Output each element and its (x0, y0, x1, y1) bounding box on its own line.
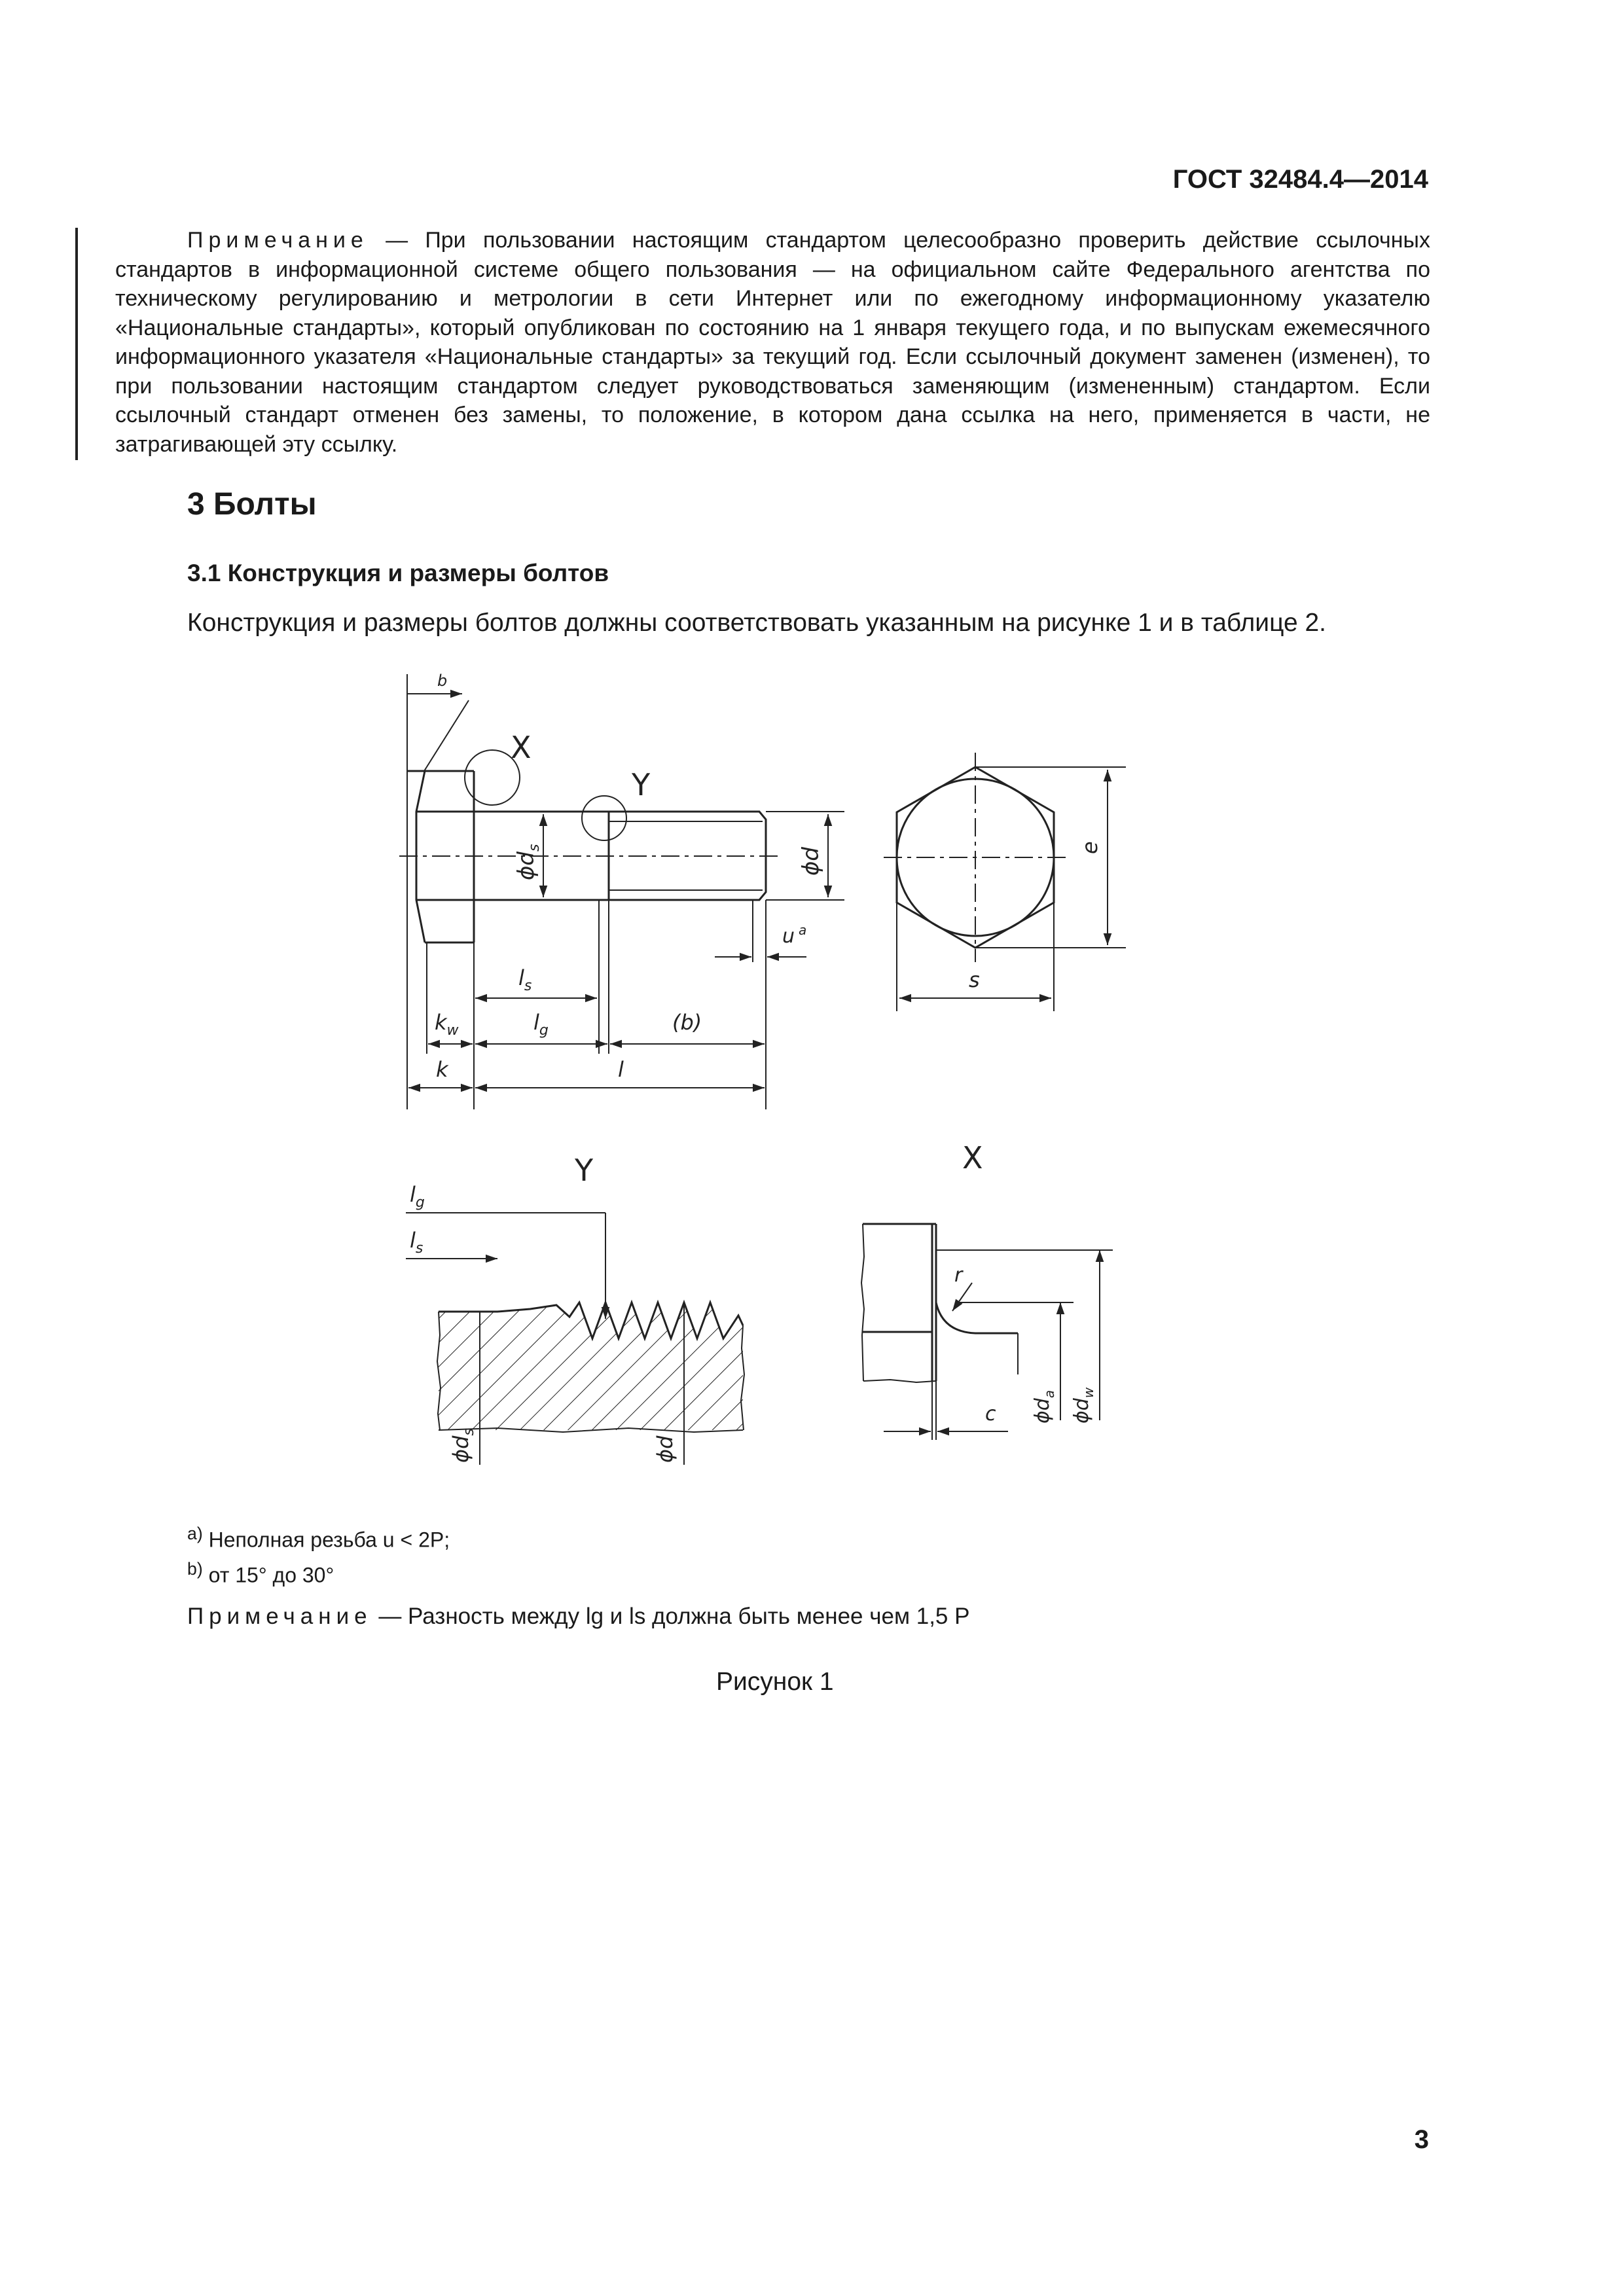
footnote-a-text: Неполная резьба u < 2P; (208, 1528, 450, 1552)
thread-section-hatch (439, 1302, 743, 1430)
ds-label: $\phi d_s$ (513, 844, 543, 880)
page-number: 3 (1414, 2125, 1429, 2154)
b-length-label: (b) (672, 1010, 702, 1035)
detail-ls-label: $l_s$ (410, 1228, 424, 1257)
detail-x-view (861, 1140, 1113, 1440)
footnote-b-marker: b) (187, 1559, 203, 1579)
da-label: $\phi d_a$ (1031, 1390, 1057, 1424)
bolt-side-view (399, 672, 844, 1109)
u-label: u $^a$ (782, 922, 807, 948)
dw-label: $\phi d_w$ (1070, 1387, 1096, 1424)
subsection-heading: 3.1 Конструкция и размеры болтов (187, 560, 609, 586)
detail-lg-label: $l_g$ (410, 1182, 425, 1211)
detail-y-marker: Y (632, 767, 651, 802)
footnote-b-text: от 15° до 30° (208, 1563, 334, 1587)
kw-label: $k_w$ (435, 1010, 459, 1039)
b-angle-label: b (437, 672, 448, 690)
k-label: k (436, 1057, 448, 1082)
note-text: — При пользовании настоящим стандартом целесообразно проверить действие ссылочных стандартов в информационной системе общего пользования — на официальном сайте Федерального агентства по техническому регулированию и метрологии в сети Интернет или по ежегодному информационному указателю «Национальные стандарты», который опубликован по состоянию на 1 января текущего года, и по выпускам ежемесячного информационного указателя «Национальные стандарты» за текущий год. Если ссылочный документ заменен (изменен), то при пользовании настоящим стандартом следует руководствоваться заменяющим (измененным) стандартом. Если ссылочный стандарт отменен без замены, то положение, в котором дана ссылка на него, применяется в части, не затрагивающей эту ссылку. (115, 228, 1430, 457)
head-break-line (861, 1224, 864, 1381)
detail-y-circle (582, 796, 626, 840)
detail-d-label: ϕd (653, 1435, 677, 1463)
e-label: e (1077, 841, 1102, 854)
section-intro: Конструкция и размеры болтов должны соответствовать указанным на рисунке 1 и в таблице 2. (187, 609, 1327, 637)
figure-caption: Рисунок 1 (716, 1668, 834, 1696)
footnote-b (187, 1559, 334, 1588)
fillet-radius (936, 1302, 1018, 1333)
lg-label: $l_g$ (533, 1010, 549, 1039)
detail-x-title: X (962, 1140, 983, 1175)
figure-note (187, 1604, 969, 1630)
detail-x-marker: X (511, 730, 532, 765)
c-label: c (985, 1403, 996, 1426)
s-label: s (969, 967, 980, 992)
r-label: r (954, 1264, 963, 1287)
figure-note-text: — Разность между lg и ls должна быть менее чем 1,5 P (372, 1604, 970, 1629)
l-label: l (618, 1057, 624, 1082)
figure-note-label: Примечание (187, 1604, 372, 1629)
detail-y-title: Y (575, 1153, 594, 1188)
document-id: ГОСТ 32484.4—2014 (1172, 165, 1428, 194)
ls-label: $l_s$ (518, 965, 532, 994)
detail-ds-label: $\phi d_s$ (448, 1428, 477, 1463)
bottom-break-x (863, 1380, 936, 1382)
footnote-a (187, 1524, 450, 1552)
detail-y-view (406, 1153, 744, 1465)
note-label: Примечание (187, 228, 369, 253)
footnote-a-marker: a) (187, 1524, 203, 1543)
section-heading: 3 Болты (187, 487, 317, 522)
bolt-head-top-view (884, 753, 1126, 1011)
b-angle-line (424, 700, 469, 771)
d-label: ϕd (798, 846, 824, 876)
r-leader (952, 1283, 972, 1311)
